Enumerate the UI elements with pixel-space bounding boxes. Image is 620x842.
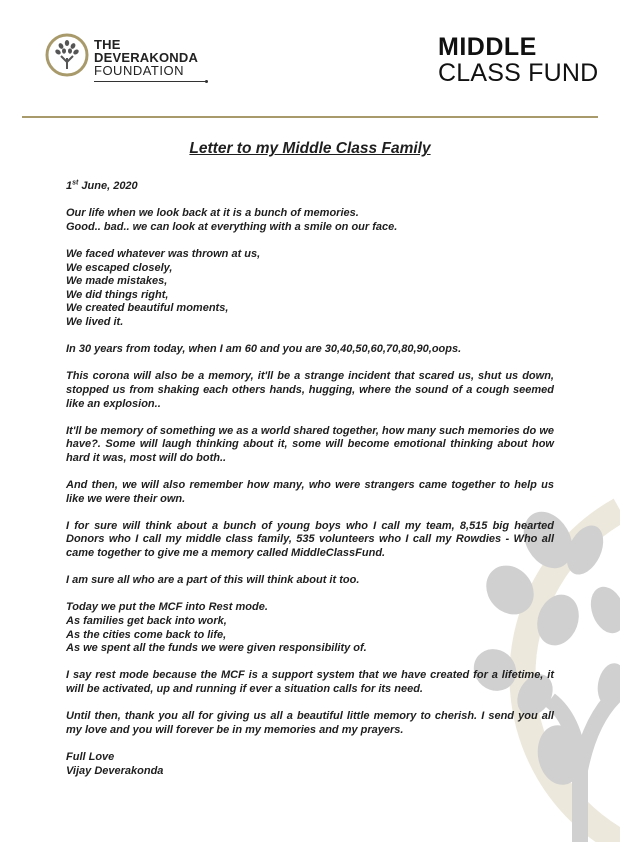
letterhead bbox=[0, 0, 620, 120]
paragraph-9-line: As we spent all the funds we were given responsibility of. bbox=[66, 642, 367, 655]
paragraph-9-line: Today we put the MCF into Rest mode. bbox=[66, 601, 268, 614]
foundation-name-line2: DEVERAKONDA bbox=[94, 50, 199, 65]
paragraph-11: Until then, thank you all for giving us all a beautiful little memory to cherish. I send you all my love and you will forever be in my memories and my prayers. bbox=[66, 710, 554, 736]
paragraph-1-line: Good.. bad.. we can look at everything with a smile on our face. bbox=[66, 220, 398, 233]
foundation-underline bbox=[94, 81, 206, 82]
signoff bbox=[66, 751, 554, 778]
paragraph-2-line: We faced whatever was thrown at us, bbox=[66, 247, 261, 260]
paragraph-1 bbox=[66, 207, 554, 234]
paragraph-2-line: We made mistakes, bbox=[66, 275, 168, 288]
tree-in-circle-logo-icon bbox=[44, 32, 90, 78]
paragraph-9-line: As families get back into work, bbox=[66, 615, 227, 627]
foundation-name-line3: FOUNDATION bbox=[94, 63, 184, 78]
signoff-closing: Full Love bbox=[66, 750, 115, 763]
fund-title-line1: MIDDLE bbox=[438, 33, 537, 61]
foundation-name bbox=[94, 38, 198, 77]
paragraph-10: I say rest mode because the MCF is a support system that we have created for a lifetime, it will be activated, up and running if ever a situation calls for its need. bbox=[66, 669, 554, 695]
paragraph-2-line: We lived it. bbox=[66, 315, 124, 328]
date-rest: June, 2020 bbox=[78, 180, 138, 192]
letter-title: Letter to my Middle Class Family bbox=[189, 140, 431, 157]
paragraph-1-line: Our life when we look back at it is a bunch of memories. bbox=[66, 207, 359, 220]
paragraph-2-line: We created beautiful moments, bbox=[66, 302, 229, 315]
header-divider bbox=[22, 116, 598, 118]
paragraph-7: I for sure will think about a bunch of young boys who I call my team, 8,515 big hearted Donors who I call my middle class family, 535 volunteers who I call my Rowdies - Who all came together to give me a memory called MiddleClassFund. bbox=[66, 519, 554, 560]
paragraph-4: This corona will also be a memory, it'll be a strange incident that scared us, shut us down, stopped us from shaking each others hands, hugging, where the sound of a cough seemed like an explosion.. bbox=[66, 370, 554, 410]
paragraph-6: And then, we will also remember how many, who were strangers came together to help us like we were their own. bbox=[66, 479, 554, 505]
paragraph-2-line: We escaped closely, bbox=[66, 261, 173, 274]
paragraph-2 bbox=[66, 248, 554, 330]
paragraph-9-line: As the cities come back to life, bbox=[66, 628, 227, 641]
paragraph-5: It'll be memory of something we as a world shared together, how many such memories do we have?. Some will laugh thinking about it, some will become emotional thinking about how hard it was, most will do both.. bbox=[66, 424, 554, 464]
paragraph-9 bbox=[66, 601, 554, 655]
letter-body bbox=[66, 140, 554, 792]
date-suffix: st bbox=[72, 179, 79, 187]
signoff-name: Vijay Deverakonda bbox=[66, 764, 164, 777]
date-day: 1 bbox=[66, 180, 73, 192]
letter-date bbox=[66, 180, 554, 194]
paragraph-8: I am sure all who are a part of this will think about it too. bbox=[66, 574, 360, 587]
foundation-name-line1: THE bbox=[94, 37, 121, 52]
fund-title-line2: CLASS FUND bbox=[438, 59, 599, 87]
fund-title bbox=[438, 34, 598, 86]
paragraph-2-line: We did things right, bbox=[66, 288, 169, 301]
paragraph-3: In 30 years from today, when I am 60 and you are 30,40,50,60,70,80,90,oops. bbox=[66, 343, 462, 356]
